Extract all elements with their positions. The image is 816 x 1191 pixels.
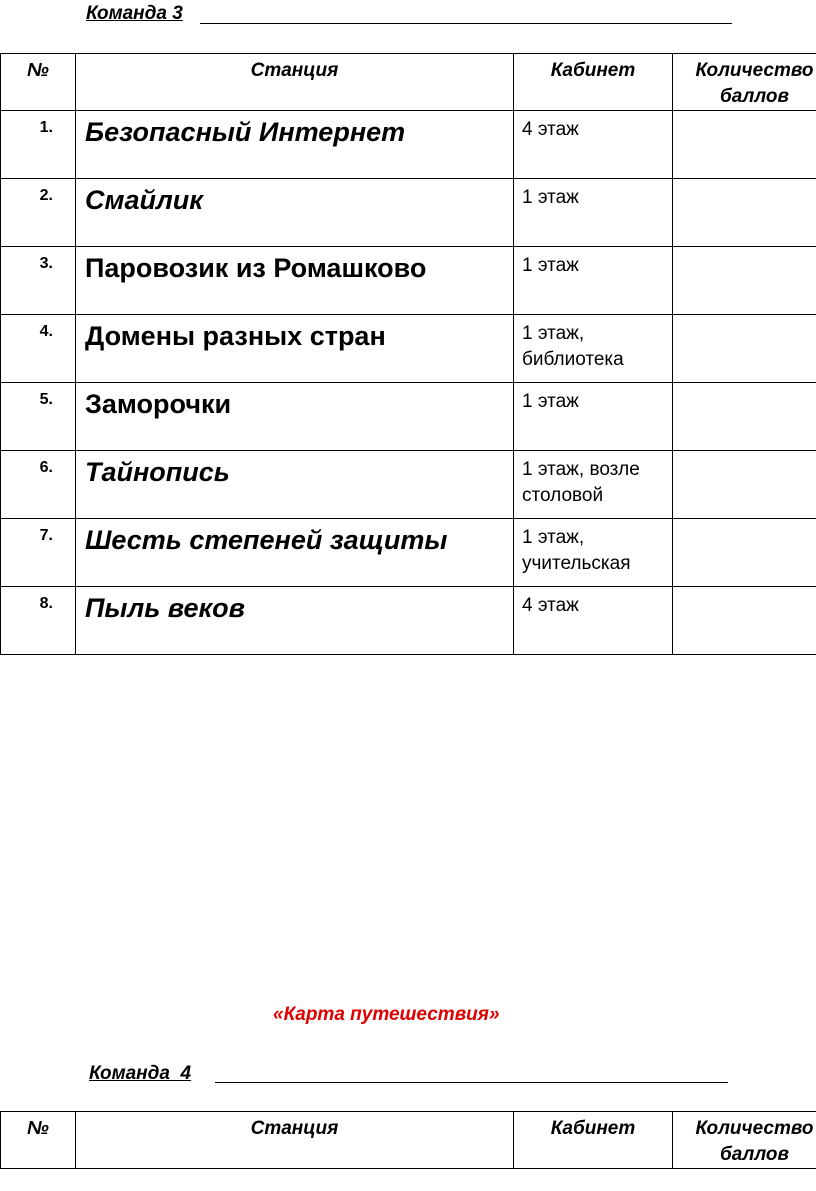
row-number: 7. — [1, 519, 76, 587]
row-number: 8. — [1, 587, 76, 655]
header-room: Кабинет — [514, 54, 673, 111]
station-room: 1 этаж — [514, 247, 673, 315]
score-cell[interactable] — [673, 247, 816, 315]
station-room: 1 этаж, учительская — [514, 519, 673, 587]
station-name: Паровозик из Ромашково — [76, 247, 514, 315]
station-room: 1 этаж — [514, 179, 673, 247]
row-number: 1. — [1, 111, 76, 179]
table-row — [1, 315, 816, 383]
table-row — [1, 111, 816, 179]
station-room: 4 этаж — [514, 111, 673, 179]
score-cell[interactable] — [673, 111, 816, 179]
team3-table — [0, 53, 816, 655]
row-number: 6. — [1, 451, 76, 519]
station-name: Смайлик — [76, 179, 514, 247]
team3-title: Команда 3 — [86, 3, 183, 24]
team4-table — [0, 1111, 816, 1169]
team4-header-row — [1, 1112, 816, 1169]
table-row — [1, 179, 816, 247]
station-room: 4 этаж — [514, 587, 673, 655]
header-station: Станция — [76, 54, 514, 111]
team3-header-row — [1, 54, 816, 111]
station-name: Шесть степеней защиты — [76, 519, 514, 587]
header-station: Станция — [76, 1112, 514, 1169]
station-name: Безопасный Интернет — [76, 111, 514, 179]
map-title: «Карта путешествия» — [273, 1004, 500, 1025]
score-cell[interactable] — [673, 383, 816, 451]
score-cell[interactable] — [673, 179, 816, 247]
station-name: Тайнопись — [76, 451, 514, 519]
score-cell[interactable] — [673, 451, 816, 519]
table-row — [1, 383, 816, 451]
row-number: 2. — [1, 179, 76, 247]
row-number: 4. — [1, 315, 76, 383]
table-row — [1, 587, 816, 655]
row-number: 5. — [1, 383, 76, 451]
table-row — [1, 451, 816, 519]
score-cell[interactable] — [673, 315, 816, 383]
header-room: Кабинет — [514, 1112, 673, 1169]
table-row — [1, 247, 816, 315]
table-row — [1, 519, 816, 587]
station-name: Пыль веков — [76, 587, 514, 655]
station-room: 1 этаж — [514, 383, 673, 451]
station-name: Домены разных стран — [76, 315, 514, 383]
station-name: Заморочки — [76, 383, 514, 451]
score-cell[interactable] — [673, 587, 816, 655]
header-num: № — [1, 1112, 76, 1169]
header-score: Количество баллов — [673, 54, 816, 111]
station-room: 1 этаж, библиотека — [514, 315, 673, 383]
score-cell[interactable] — [673, 519, 816, 587]
header-num: № — [1, 54, 76, 111]
station-room: 1 этаж, возле столовой — [514, 451, 673, 519]
row-number: 3. — [1, 247, 76, 315]
team4-underline — [215, 1082, 728, 1083]
header-score: Количество баллов — [673, 1112, 816, 1169]
team3-underline — [200, 23, 732, 24]
team4-title: Команда 4 — [89, 1063, 192, 1084]
